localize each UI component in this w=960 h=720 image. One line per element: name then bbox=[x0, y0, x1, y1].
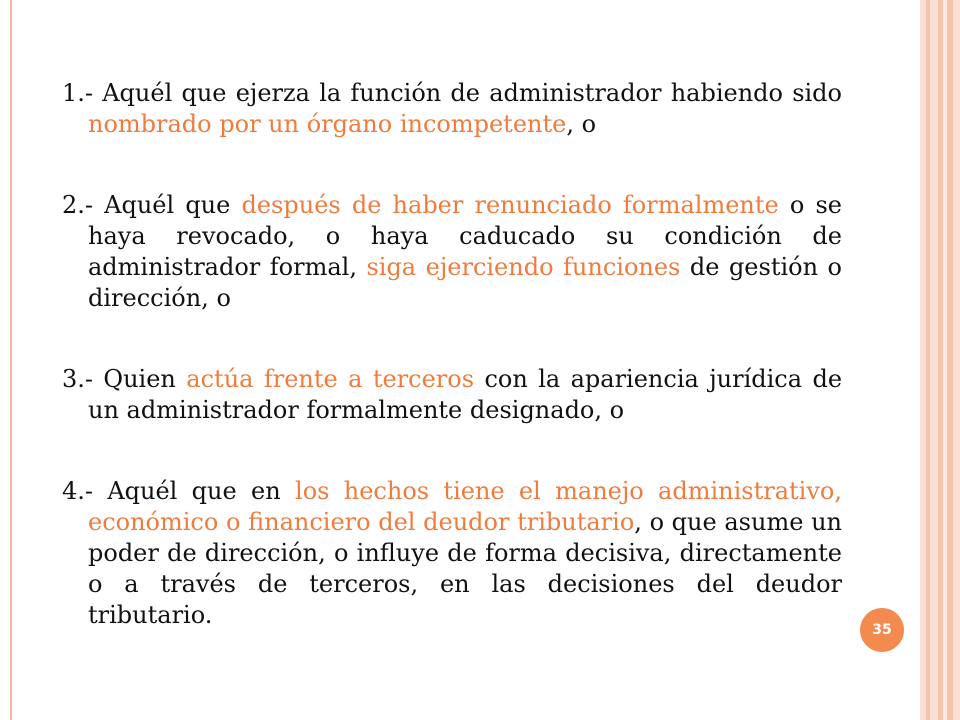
list-item bbox=[62, 476, 842, 631]
highlight-text: los hechos tiene el manejo administrativo, económico o financiero del deudor tributario bbox=[88, 477, 842, 536]
item-text: con la apariencia jurídica de un administrador formalmente designado, o bbox=[88, 365, 843, 424]
item-text: 3.- Quien bbox=[62, 365, 187, 393]
list-item bbox=[62, 364, 842, 426]
item-text: , o bbox=[566, 110, 597, 138]
item-text: o se haya revocado, o haya caducado su condición de administrador formal, bbox=[88, 191, 842, 281]
highlight-text: nombrado por un órgano incompetente bbox=[88, 110, 567, 138]
item-text: , o que asume un poder de dirección, o influye de forma decisiva, directamente o a través de terceros, en las decisiones del deudor tributario. bbox=[88, 508, 842, 629]
item-text: 2.- Aquél que bbox=[62, 191, 242, 219]
item-text: de gestión o dirección, o bbox=[88, 253, 843, 312]
item-text: 1.- Aquél que ejerza la función de administrador habiendo sido bbox=[62, 79, 842, 107]
page-number-badge: 35 bbox=[860, 608, 904, 652]
highlight-text: después de haber renunciado formalmente bbox=[241, 191, 779, 219]
slide-content bbox=[62, 78, 842, 681]
list-item bbox=[62, 190, 842, 314]
highlight-text: siga ejerciendo funciones bbox=[366, 253, 681, 281]
list-item bbox=[62, 78, 842, 140]
highlight-text: actúa frente a terceros bbox=[186, 365, 475, 393]
decorative-stripes bbox=[920, 0, 960, 720]
item-text: 4.- Aquél que en bbox=[62, 477, 296, 505]
left-border bbox=[0, 0, 12, 720]
